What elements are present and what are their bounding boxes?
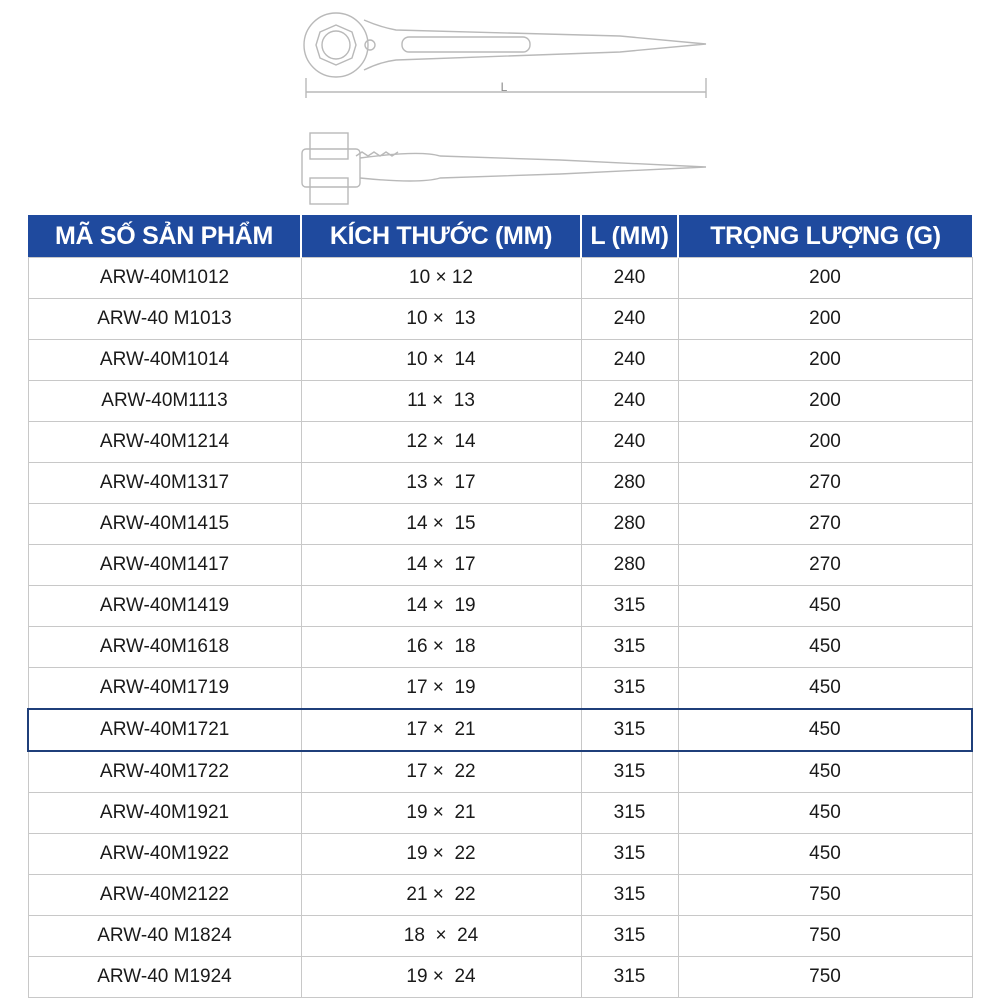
- cell-size: 14 × 19: [301, 586, 581, 627]
- cell-size: 10 × 13: [301, 299, 581, 340]
- cell-product-code: ARW-40M1721: [28, 709, 301, 751]
- cell-size: 11 × 13: [301, 381, 581, 422]
- cell-weight: 750: [678, 916, 972, 957]
- table-row[interactable]: [28, 668, 972, 710]
- table-row[interactable]: [28, 545, 972, 586]
- cell-weight: 200: [678, 422, 972, 463]
- cell-product-code: ARW-40M1417: [28, 545, 301, 586]
- header-length: L (MM): [581, 215, 678, 258]
- cell-length: 240: [581, 340, 678, 381]
- cell-size: 14 × 17: [301, 545, 581, 586]
- cell-size: 10 × 12: [301, 258, 581, 299]
- cell-size: 17 × 21: [301, 709, 581, 751]
- cell-length: 315: [581, 586, 678, 627]
- cell-product-code: ARW-40M1719: [28, 668, 301, 710]
- cell-length: 315: [581, 916, 678, 957]
- cell-size: 19 × 21: [301, 793, 581, 834]
- cell-size: 17 × 22: [301, 751, 581, 793]
- table-row[interactable]: [28, 299, 972, 340]
- cell-length: 280: [581, 463, 678, 504]
- cell-product-code: ARW-40M1317: [28, 463, 301, 504]
- cell-product-code: ARW-40 M1824: [28, 916, 301, 957]
- table-row[interactable]: [28, 916, 972, 957]
- table-row[interactable]: [28, 258, 972, 299]
- cell-length: 315: [581, 668, 678, 710]
- cell-weight: 270: [678, 545, 972, 586]
- ratchet-head-side: [302, 149, 360, 187]
- cell-product-code: ARW-40M1014: [28, 340, 301, 381]
- cell-size: 17 × 19: [301, 668, 581, 710]
- cell-product-code: ARW-40M1618: [28, 627, 301, 668]
- cell-size: 13 × 17: [301, 463, 581, 504]
- cell-weight: 450: [678, 793, 972, 834]
- table-row[interactable]: [28, 381, 972, 422]
- table-row[interactable]: [28, 957, 972, 998]
- cell-product-code: ARW-40M1722: [28, 751, 301, 793]
- cell-length: 280: [581, 504, 678, 545]
- handle-top: [364, 20, 706, 70]
- cell-length: 280: [581, 545, 678, 586]
- cell-product-code: ARW-40M1415: [28, 504, 301, 545]
- cell-weight: 450: [678, 834, 972, 875]
- handle-slot-top: [402, 37, 530, 52]
- cell-product-code: ARW-40M1922: [28, 834, 301, 875]
- handle-side: [360, 153, 706, 181]
- cell-length: 315: [581, 834, 678, 875]
- cell-weight: 450: [678, 586, 972, 627]
- cell-product-code: ARW-40 M1013: [28, 299, 301, 340]
- cell-product-code: ARW-40M1921: [28, 793, 301, 834]
- cell-size: 19 × 24: [301, 957, 581, 998]
- cell-size: 18 × 24: [301, 916, 581, 957]
- cell-length: 315: [581, 875, 678, 916]
- cell-weight: 450: [678, 668, 972, 710]
- pawl-pin-top: [365, 40, 375, 50]
- cell-weight: 200: [678, 258, 972, 299]
- table-row[interactable]: [28, 463, 972, 504]
- cell-size: 12 × 14: [301, 422, 581, 463]
- header-weight: TRỌNG LƯỢNG (G): [678, 215, 972, 258]
- cell-weight: 270: [678, 463, 972, 504]
- cell-length: 240: [581, 299, 678, 340]
- cell-size: 16 × 18: [301, 627, 581, 668]
- cell-weight: 750: [678, 957, 972, 998]
- table-row[interactable]: [28, 793, 972, 834]
- header-product-code: MÃ SỐ SẢN PHẨM: [28, 215, 301, 258]
- table-row[interactable]: [28, 834, 972, 875]
- cell-length: 315: [581, 957, 678, 998]
- cell-product-code: ARW-40M1214: [28, 422, 301, 463]
- cell-length: 315: [581, 709, 678, 751]
- table-header-row: [28, 215, 972, 258]
- cell-weight: 200: [678, 340, 972, 381]
- table-row[interactable]: [28, 422, 972, 463]
- cell-size: 10 × 14: [301, 340, 581, 381]
- table-row[interactable]: [28, 340, 972, 381]
- product-spec-table: [27, 215, 973, 998]
- cell-product-code: ARW-40M1419: [28, 586, 301, 627]
- wrench-drawing: [0, 0, 1000, 215]
- cell-weight: 450: [678, 709, 972, 751]
- cell-product-code: ARW-40M2122: [28, 875, 301, 916]
- cell-weight: 450: [678, 751, 972, 793]
- header-size: KÍCH THƯỚC (MM): [301, 215, 581, 258]
- table-row[interactable]: [28, 709, 972, 751]
- table-row[interactable]: [28, 586, 972, 627]
- table-row[interactable]: [28, 627, 972, 668]
- cell-length: 315: [581, 751, 678, 793]
- cell-length: 315: [581, 793, 678, 834]
- ratchet-head-top: [304, 13, 368, 77]
- cell-weight: 200: [678, 381, 972, 422]
- cell-product-code: ARW-40M1113: [28, 381, 301, 422]
- cell-size: 14 × 15: [301, 504, 581, 545]
- table-row[interactable]: [28, 504, 972, 545]
- cell-length: 240: [581, 381, 678, 422]
- table-row[interactable]: [28, 751, 972, 793]
- cell-length: 315: [581, 627, 678, 668]
- cell-product-code: ARW-40 M1924: [28, 957, 301, 998]
- cell-weight: 200: [678, 299, 972, 340]
- cell-size: 19 × 22: [301, 834, 581, 875]
- table-row[interactable]: [28, 875, 972, 916]
- cell-weight: 750: [678, 875, 972, 916]
- table-body: [28, 258, 972, 998]
- cell-weight: 270: [678, 504, 972, 545]
- dimension-label: L: [500, 80, 508, 94]
- socket-side-upper: [310, 133, 348, 159]
- cell-weight: 450: [678, 627, 972, 668]
- socket-side-lower: [310, 178, 348, 204]
- socket-inner-top: [322, 31, 350, 59]
- cell-length: 240: [581, 422, 678, 463]
- cell-size: 21 × 22: [301, 875, 581, 916]
- cell-length: 240: [581, 258, 678, 299]
- cell-product-code: ARW-40M1012: [28, 258, 301, 299]
